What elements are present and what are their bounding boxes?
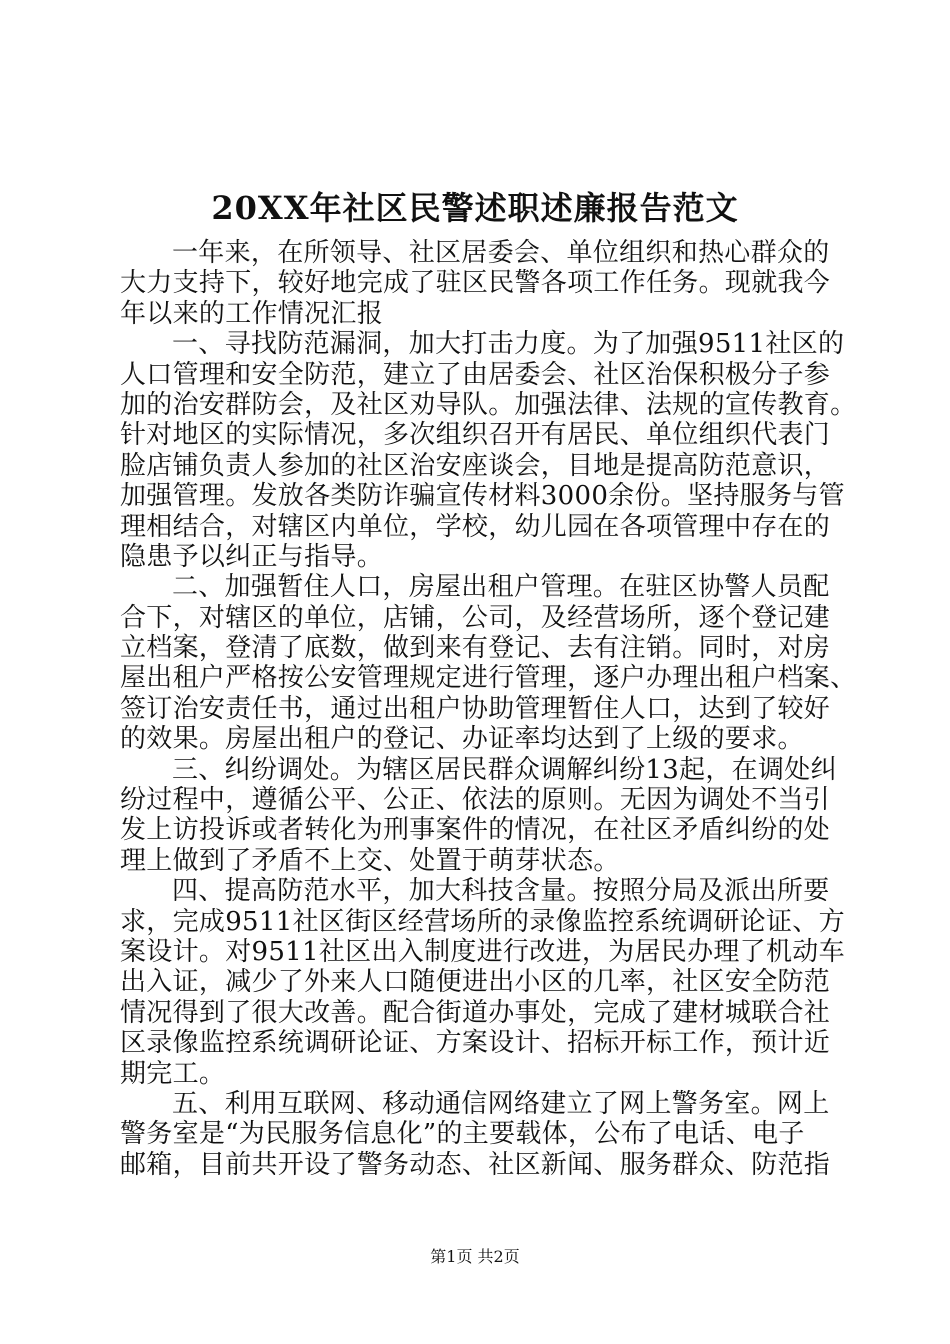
text-line: 签订治安责任书，通过出租户协助管理暂住人口，达到了较好 — [120, 693, 831, 724]
paragraph — [120, 876, 845, 1089]
text-line: 隐患予以纠正与指导。 — [120, 541, 384, 572]
paragraph — [120, 755, 840, 877]
text-line: 邮箱，目前共开设了警务动态、社区新闻、服务群众、防范指 — [120, 1149, 831, 1180]
text-line: 人口管理和安全防范，建立了由居委会、社区治保积极分子参 — [120, 359, 831, 390]
paragraph — [120, 572, 857, 755]
text-line: 屋出租户严格按公安管理规定进行管理，逐户办理出租户档案、 — [120, 663, 857, 694]
text-line: 立档案，登清了底数，做到来有登记、去有注销。同时，对房 — [120, 633, 831, 664]
text-line: 脸店铺负责人参加的社区治安座谈会，目地是提高防范意识， — [120, 450, 831, 481]
text-line: 纷过程中，遵循公平、公正、依法的原则。无因为调处不当引 — [120, 785, 831, 816]
text-line: 合下，对辖区的单位，店铺，公司，及经营场所，逐个登记建 — [120, 602, 831, 633]
text-line: 的效果。房屋出租户的登记、办证率均达到了上级的要求。 — [120, 724, 804, 755]
paragraph — [120, 1089, 840, 1180]
text-line: 二、加强暂住人口，房屋出租户管理。在驻区协警人员配 — [172, 572, 830, 603]
text-line: 五、利用互联网、移动通信网络建立了网上警务室。网上 — [172, 1088, 830, 1119]
text-line: 一、寻找防范漏洞，加大打击力度。为了加强9511社区的 — [172, 329, 845, 360]
text-line: 期完工。 — [120, 1058, 226, 1089]
text-line: 四、提高防范水平，加大科技含量。按照分局及派出所要 — [172, 876, 830, 907]
text-line: 加的治安群防会，及社区劝导队。加强法律、法规的宣传教育。 — [120, 389, 857, 420]
text-line: 理上做到了矛盾不上交、处置于萌芽状态。 — [120, 845, 620, 876]
text-line: 出入证，减少了外来人口随便进出小区的几率，社区安全防范 — [120, 967, 831, 998]
text-line: 理相结合，对辖区内单位，学校，幼儿园在各项管理中存在的 — [120, 511, 831, 542]
text-line: 一年来，在所领导、社区居委会、单位组织和热心群众的 — [172, 238, 830, 268]
text-line: 加强管理。发放各类防诈骗宣传材料3000余份。坚持服务与管 — [120, 481, 845, 512]
text-line: 求，完成9511社区街区经营场所的录像监控系统调研论证、方 — [120, 906, 845, 937]
text-line: 情况得到了很大改善。配合街道办事处，完成了建材城联合社 — [120, 997, 831, 1028]
page-footer: 第1页 共2页 — [430, 1247, 520, 1266]
text-line: 发上访投诉或者转化为刑事案件的情况，在社区矛盾纠纷的处 — [120, 815, 831, 846]
document-title: 20XX年社区民警述职述廉报告范文 — [211, 189, 739, 227]
text-line: 警务室是“为民服务信息化”的主要载体，公布了电话、电子 — [120, 1119, 805, 1150]
text-line: 针对地区的实际情况，多次组织召开有居民、单位组织代表门 — [120, 420, 831, 451]
paragraph — [120, 238, 840, 329]
document-body — [120, 238, 857, 1180]
paragraph — [120, 329, 857, 572]
text-line: 大力支持下，较好地完成了驻区民警各项工作任务。现就我今 — [120, 268, 831, 299]
text-line: 区录像监控系统调研论证、方案设计、招标开标工作，预计近 — [120, 1028, 831, 1059]
text-line: 年以来的工作情况汇报 — [120, 298, 384, 329]
text-line: 三、纠纷调处。为辖区居民群众调解纠纷13起，在调处纠 — [172, 754, 837, 785]
text-line: 案设计。对9511社区出入制度进行改进，为居民办理了机动车 — [120, 936, 845, 967]
